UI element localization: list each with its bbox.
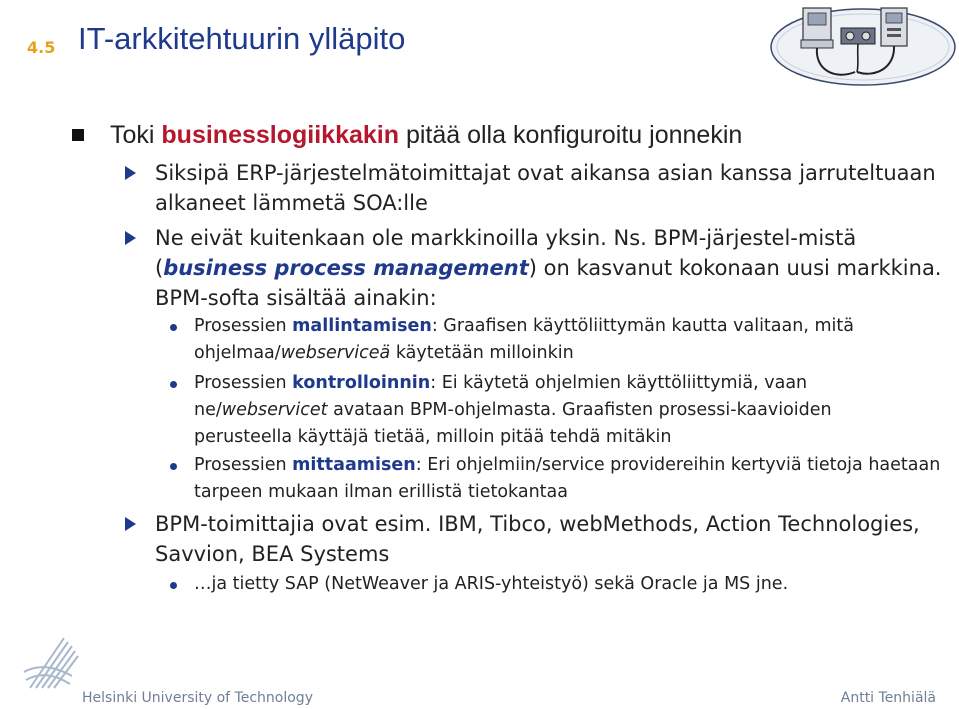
bullet-modelling-post: käytetään milloinkin	[390, 343, 574, 363]
bullet-main-highlight: businesslogiikkakin	[161, 121, 399, 149]
bullet-control-mid: : Ei käytetä ohjelmien käyttöliittymiä, vaan ne/	[194, 373, 808, 420]
bullet-modelling-keyword: mallintamisen	[292, 316, 432, 336]
bullet-sap-text: …ja tietty SAP (NetWeaver ja ARIS-yhteistyö) sekä Oracle ja MS jne.	[194, 574, 789, 594]
bullet-sap	[170, 571, 959, 598]
bullet-bpm	[125, 223, 945, 313]
bullet-control-pre: Prosessien	[194, 373, 293, 393]
dot-bullet-icon	[170, 381, 177, 388]
section-number: 4.5	[27, 38, 56, 57]
computer-network-icon	[745, 0, 959, 100]
dot-bullet-icon	[170, 324, 177, 331]
university-logo-icon	[20, 632, 82, 694]
slide-title: IT-arkkitehtuurin ylläpito	[78, 21, 406, 56]
triangle-bullet-icon	[125, 231, 136, 245]
bullet-modelling-mid: : Graafisen käyttöliittymän kautta valitaan, mitä ohjelmaa/	[194, 316, 854, 363]
dot-bullet-icon	[170, 582, 177, 589]
bullet-main-post: pitää olla konfiguroitu jonnekin	[399, 121, 743, 149]
bullet-measure-post: : Eri ohjelmiin/service providereihin kertyviä tietoja haetaan tarpeen mukaan ilman erillistä tietokantaa	[194, 455, 941, 502]
bullet-vendors	[125, 509, 945, 569]
square-bullet-icon	[72, 129, 84, 141]
dot-bullet-icon	[170, 463, 177, 470]
bullet-modelling-italic: webserviceä	[280, 343, 391, 363]
bullet-modelling	[170, 313, 934, 367]
bullet-bpm-post: ) on kasvanut kokonaan uusi markkina. BPM-softa sisältää ainakin:	[155, 256, 942, 310]
bullet-control-post: avataan BPM-ohjelmasta. Graafisten prosessi-kaavioiden perusteella käyttäjä tietää, milloin pitää tehdä mitäkin	[194, 400, 832, 447]
bullet-control-keyword: kontrolloinnin	[292, 373, 431, 393]
bullet-measure-pre: Prosessien	[194, 455, 293, 475]
footer-institution: Helsinki University of Technology	[82, 690, 313, 706]
bullet-control	[170, 370, 934, 451]
footer-author: Antti Tenhiälä	[840, 690, 936, 706]
bullet-measure-keyword: mittaamisen	[292, 455, 416, 475]
bullet-vendors-text: BPM-toimittajia ovat esim. IBM, Tibco, webMethods, Action Technologies, Savvion, BEA Systems	[155, 512, 920, 566]
bullet-bpm-emphasis: business process management	[163, 256, 529, 280]
triangle-bullet-icon	[125, 166, 136, 180]
bullet-erp-text: Siksipä ERP-järjestelmätoimittajat ovat aikansa asian kanssa jarruteltuaan alkaneet lämmetä SOA:lle	[155, 161, 936, 215]
triangle-bullet-icon	[125, 517, 136, 531]
bullet-bpm-pre: Ne eivät kuitenkaan ole markkinoilla yksin. Ns. BPM-järjestel-mistä (	[155, 226, 857, 280]
slide-header	[0, 0, 959, 95]
bullet-measure	[170, 452, 959, 506]
bullet-control-italic: webservicet	[221, 400, 328, 420]
bullet-modelling-pre: Prosessien	[194, 316, 293, 336]
bullet-erp	[125, 158, 945, 218]
bullet-main-pre: Toki	[110, 121, 162, 149]
